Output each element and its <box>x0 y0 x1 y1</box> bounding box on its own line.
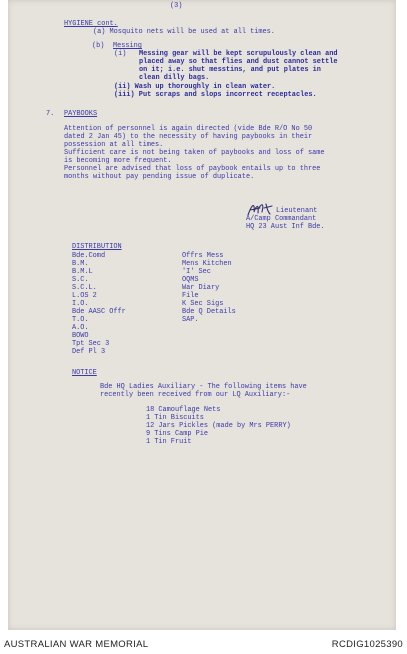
notice-item: 12 Jars Pickles (made by Mrs PERRY) <box>146 422 291 430</box>
hygiene-item-a: (a) Mosquito nets will be used at all times. <box>93 28 275 36</box>
messing-sub-i-line: clean dilly bags. <box>139 74 210 82</box>
notice-item: 1 Tin Biscuits <box>146 414 204 422</box>
messing-sub-i-line: Messing gear will be kept scrupulously clean and <box>139 50 338 58</box>
distribution-left-item: B.M.L <box>72 268 93 276</box>
paybooks-heading: PAYBOOKS <box>64 110 98 118</box>
distribution-left-item: Bde.Comd <box>72 252 106 260</box>
messing-sub-i-line: on it; i.e. shut messtins, and put plates in <box>139 66 321 74</box>
distribution-left-item: L.OS 2 <box>72 292 97 300</box>
notice-intro-line: Bde HQ Ladies Auxiliary - The following items have <box>100 383 307 391</box>
notice-heading: NOTICE <box>72 369 97 377</box>
paybooks-line: Attention of personnel is again directed (vide Bde R/O No 50 <box>64 125 313 133</box>
messing-sub-ii: (ii) Wash up thoroughly in clean water. <box>114 83 276 91</box>
distribution-right-item: 'I' Sec <box>182 268 211 276</box>
distribution-right-item: Bde Q Details <box>182 308 236 316</box>
paybooks-number: 7. <box>46 110 55 118</box>
signature-rank: Lieutenant <box>276 207 318 215</box>
paybooks-line: months without pay pending issue of duplicate. <box>64 173 255 181</box>
signature-unit: HQ 23 Aust Inf Bde. <box>246 223 325 231</box>
messing-sub-i-line: placed away so that flies and dust cannot settle <box>139 58 338 66</box>
footer-institution: AUSTRALIAN WAR MEMORIAL <box>4 639 149 650</box>
notice-item: 18 Camouflage Nets <box>146 406 221 414</box>
messing-sub-iii: (iii) Put scraps and slops incorrect receptacles. <box>114 91 317 99</box>
messing-sub-i-label: (i) <box>114 50 127 58</box>
paybooks-line: is becoming more frequent. <box>64 157 172 165</box>
paybooks-line: possession at all times. <box>64 141 164 149</box>
distribution-left-item: S.C. <box>72 276 89 284</box>
notice-item: 1 Tin Fruit <box>146 438 192 446</box>
notice-item: 9 Tins Camp Pie <box>146 430 209 438</box>
hygiene-heading: HYGIENE cont. <box>64 20 118 28</box>
page-number: (3) <box>170 2 183 10</box>
distribution-left-item: S.C.L. <box>72 284 97 292</box>
distribution-heading: DISTRIBUTION <box>72 243 122 251</box>
distribution-right-item: War Diary <box>182 284 220 292</box>
distribution-right-item: OQMS <box>182 276 199 284</box>
distribution-left-item: T.O. <box>72 316 89 324</box>
distribution-left-item: Def Pl 3 <box>72 348 106 356</box>
paybooks-line: dated 2 Jan 45) to the necessity of having paybooks in their <box>64 133 313 141</box>
signature-title: A/Camp Commandant <box>246 215 317 223</box>
hygiene-item-b-label: (b) <box>92 42 105 50</box>
distribution-left-item: Tpt Sec 3 <box>72 340 110 348</box>
distribution-right-item: K Sec Sigs <box>182 300 224 308</box>
messing-heading: Messing <box>113 42 142 50</box>
distribution-left-item: A.O. <box>72 324 89 332</box>
notice-intro-line: recently been received from our LQ Auxiliary:- <box>100 391 291 399</box>
paybooks-line: Sufficient care is not being taken of paybooks and loss of same <box>64 149 325 157</box>
document-page <box>8 0 396 630</box>
distribution-right-item: Offrs Mess <box>182 252 224 260</box>
distribution-right-item: File <box>182 292 199 300</box>
distribution-left-item: B.M. <box>72 260 89 268</box>
footer-record-id: RCDIG1025390 <box>331 639 403 650</box>
distribution-left-item: Bde AASC Offr <box>72 308 126 316</box>
distribution-right-item: SAP. <box>182 316 199 324</box>
distribution-right-item: Mens Kitchen <box>182 260 232 268</box>
distribution-left-item: I.O. <box>72 300 89 308</box>
archive-footer <box>0 630 407 654</box>
paybooks-line: Personnel are advised that loss of paybook entails up to three <box>64 165 321 173</box>
distribution-left-item: BOWO <box>72 332 89 340</box>
